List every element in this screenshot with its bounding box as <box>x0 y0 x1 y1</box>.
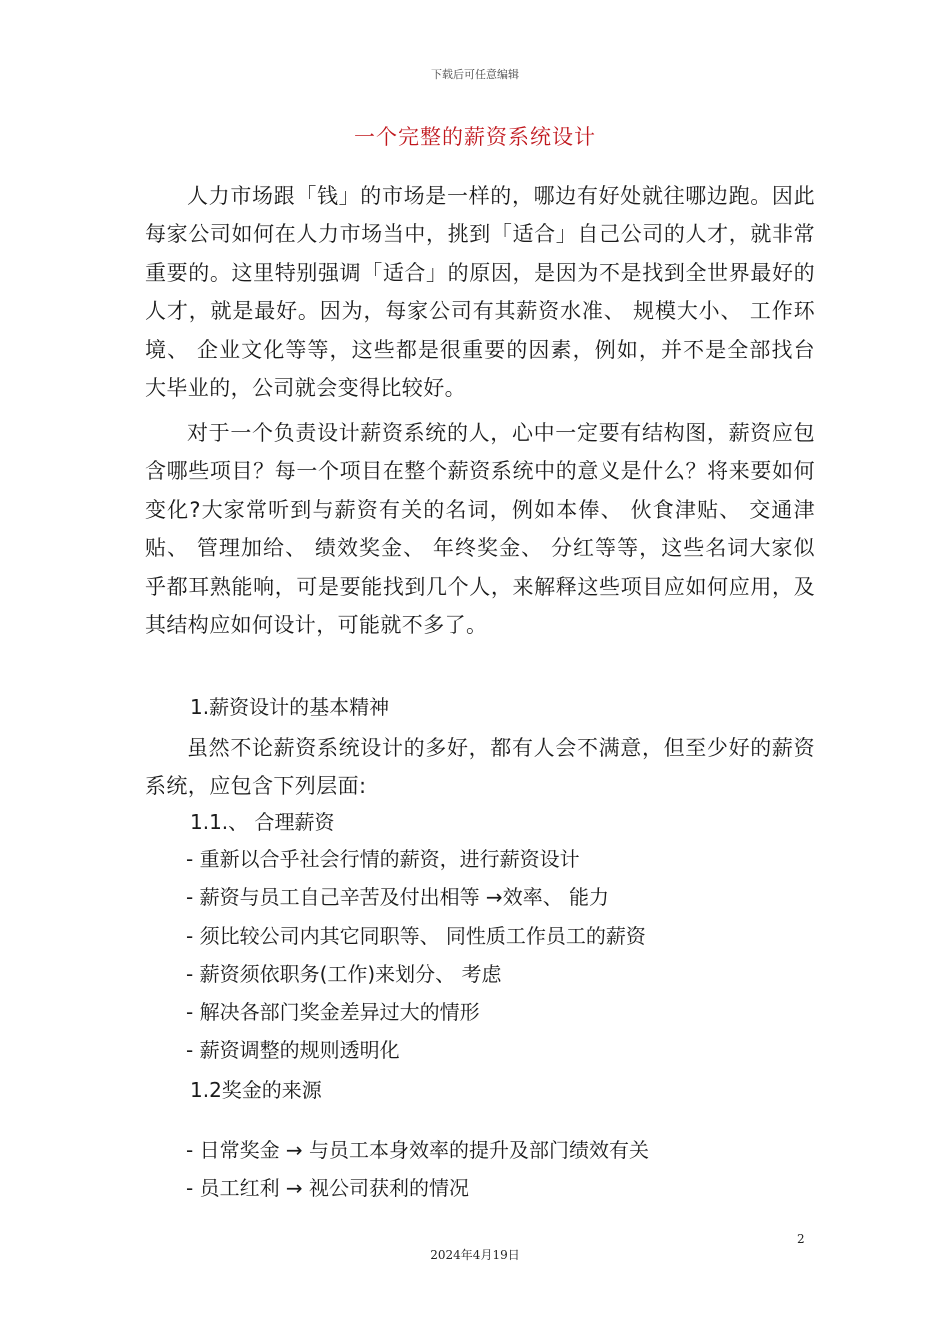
list-bonus-source <box>186 1131 826 1208</box>
paragraph-text: 对于一个负责设计薪资系统的人，心中一定要有结构图，薪资应包含哪些项目？每一个项目在整个薪资系统中的意义是什么？将来要如何变化?大家常听到与薪资有关的名词，例如本俸、 伙食津贴、 交通津贴、 管理加给、 绩效奖金、 年终奖金、 分红等等，这些名词大家似乎都耳熟能响，可是要能找到几个人，来解释这些项目应如何应用，及其结构应如何设计，可能就不多了。 <box>145 421 815 638</box>
paragraph-text: 虽然不论薪资系统设计的多好，都有人会不满意，但至少好的薪资系统，应包含下列层面: <box>145 736 815 799</box>
header-note: 下载后可任意编辑 <box>431 68 519 81</box>
section-1-intro <box>145 729 815 806</box>
section-heading-1: 1.薪资设计的基本精神 <box>190 695 390 719</box>
subsection-heading-1-2: 1.2奖金的来源 <box>190 1078 322 1102</box>
list-item: - 薪资与员工自己辛苦及付出相等 →效率、 能力 <box>186 885 610 910</box>
document-title: 一个完整的薪资系统设计 <box>354 125 596 149</box>
footer-date: 2024年4月19日 <box>430 1248 520 1262</box>
paragraph-1 <box>145 177 815 407</box>
list-reasonable-salary <box>186 840 826 1070</box>
page-number: 2 <box>797 1232 805 1246</box>
list-item: - 解决各部门奖金差异过大的情形 <box>186 1000 480 1025</box>
list-item: - 重新以合乎社会行情的薪资，进行薪资设计 <box>186 847 580 871</box>
list-item: - 薪资调整的规则透明化 <box>186 1038 400 1063</box>
paragraph-text: 人力市场跟「钱」的市场是一样的，哪边有好处就往哪边跑。因此每家公司如何在人力市场当中，挑到「适合」自己公司的人才，就非常重要的。这里特别强调「适合」的原因，是因为不是找到全世界最好的人才，就是最好。因为，每家公司有其薪资水准、 规模大小、 工作环境、 企业文化等等，这些都是很重要的因素，例如，并不是全部找台大毕业的，公司就会变得比较好。 <box>145 184 815 401</box>
list-item: - 员工红利 → 视公司获利的情况 <box>186 1176 470 1201</box>
paragraph-2 <box>145 414 815 644</box>
list-item: - 日常奖金 → 与员工本身效率的提升及部门绩效有关 <box>186 1138 650 1162</box>
subsection-heading-1-1: 1.1.、 合理薪资 <box>190 810 335 834</box>
list-item: - 薪资须依职务(工作)来划分、 考虑 <box>186 961 502 986</box>
list-item: - 须比较公司内其它同职等、 同性质工作员工的薪资 <box>186 923 646 948</box>
